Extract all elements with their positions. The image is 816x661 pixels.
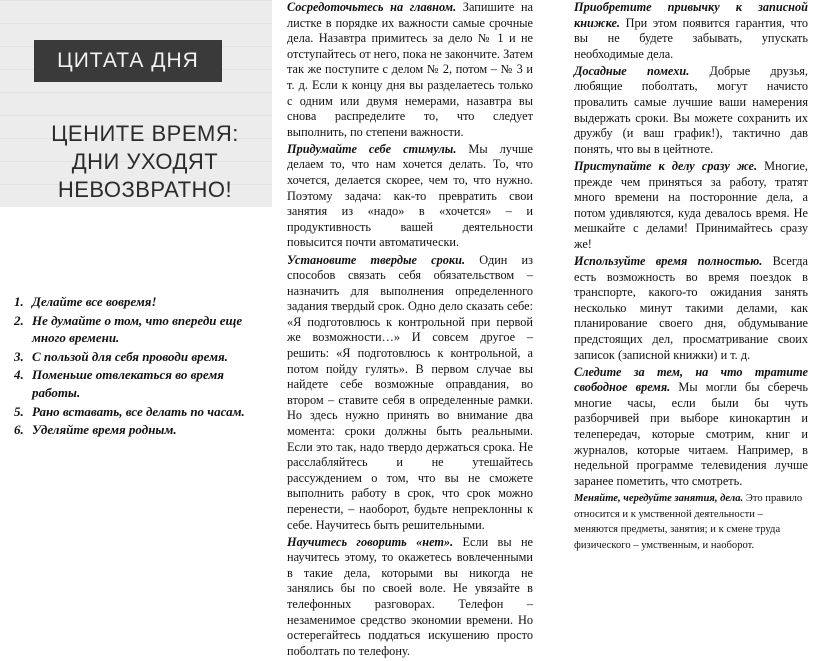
paragraph-heading: Досадные помехи.	[574, 63, 690, 78]
paragraph-body: Мы могли бы сберечь многие часы, если были бы чуть разборчивей при выборе кинокартин и телепередач, которые смотрим, книг и журналов, которые читаем. Например, в недельной программе телевидения лучше заранее пометить, что смотреть.	[574, 380, 808, 488]
tip-item	[6, 312, 268, 347]
tip-number: 4.	[14, 367, 24, 383]
middle-column	[287, 0, 533, 661]
paragraph-body: Это правило относится и к умственной деятельности – меняются предметы, занятия; и к смене труда физического – умственным, и наоборот.	[574, 492, 803, 551]
paragraph	[574, 64, 808, 158]
tip-number: 1.	[14, 294, 24, 309]
tip-item	[6, 293, 268, 311]
paragraph-heading: Приобретите привычку к записной книжке.	[574, 0, 808, 30]
tip-text: Не думайте о том, что впереди еще много времени.	[32, 312, 243, 346]
paragraph-body: Если вы не научитесь этому, то окажетесь вовлеченными в такие дела, которыми вы никогда не занялись бы по своей воле. Не увязайте в телефонных разговорах. Телефон – незаменимое средство экономии времени. Но остерегайтесь поддаться искушению просто поболтать по телефону.	[287, 534, 533, 658]
tip-item	[6, 421, 268, 439]
tip-text: Рано вставать, все делать по часам.	[32, 403, 245, 419]
tip-text: С пользой для себя проводи время.	[32, 348, 228, 364]
paragraph-body: Многие, прежде чем приняться за работу, тратят много времени на посторонние дела, а потом удивляются, куда девалось время. Не мешкайте с делами! Принимайтесь сразу же!	[574, 158, 808, 251]
tip-text: Делайте все вовремя!	[32, 294, 157, 309]
paragraph-last	[574, 491, 808, 553]
paragraph-heading: Следите за тем, на что тратите свободное время.	[574, 364, 808, 395]
paragraph	[574, 254, 808, 363]
tip-number: 6.	[14, 422, 24, 438]
paragraph-heading: Меняйте, чередуйте занятия, дела.	[574, 492, 744, 504]
tip-item	[6, 366, 268, 401]
paragraph	[287, 0, 533, 140]
tip-item	[6, 403, 268, 421]
paragraph	[574, 0, 808, 62]
poster-quote	[20, 120, 270, 204]
paragraph-body: Добрые друзья, любящие поболтать, могут начисто провалить самые лучшие ваши намерения выдержать сроки. Вы можете сохранить их дружбу (и ваш график!), тактично дав понять, что вы в цейтноте.	[574, 63, 808, 156]
tip-number: 3.	[14, 348, 24, 364]
paragraph-body: Всегда есть возможность во время поездок в транспорте, какого-то ожидания занять несколько минут такими делами, как планирование своего дня, обдумывание предстоящих дел, просматривание своих записок (записной книжки) и т. д.	[574, 254, 808, 362]
tip-text: Уделяйте время родным.	[32, 422, 177, 438]
paragraph-heading: Используйте время полностью.	[574, 254, 763, 268]
tips-list	[6, 293, 268, 440]
paragraph-heading: Научитесь говорить «нет».	[287, 534, 454, 549]
tip-number: 2.	[14, 312, 24, 328]
paragraph-heading: Сосредоточьтесь на главном.	[287, 0, 457, 14]
paragraph	[574, 159, 808, 253]
poster-banner	[34, 40, 222, 82]
tip-item	[6, 348, 268, 366]
paragraph	[574, 365, 808, 490]
tip-text: Поменьше отвлекаться во время работы.	[32, 367, 224, 400]
paragraph	[287, 535, 533, 660]
paragraph-heading: Придумайте себе стимулы.	[287, 141, 457, 156]
poster-quote-line: ДНИ УХОДЯТ	[71, 149, 219, 174]
paragraph-body: Один из способов связать себя обязательством – назначить для выполнения определенного задания твердый срок. Одно дело сказать себе: «Я подготовлюсь к контрольной при первой же возможности…» И совсем другое – решить: «Я подготовлюсь к контрольной, а потом пойду гулять». В первом случае вы найдете себе возможные оправдания, во втором – ставите себя в определенные рамки. Но здесь нужно принять во внимание два момента: сроки должны быть реальными. Если это так, надо твердо держаться срока. Не расслабляйтесь и не утешайтесь рассуждением о том, что вы не сможете выполнить работу в срок, что срок можно перенести, – наоборот, будьте непреклонны к себе. Научитесь быть решительными.	[287, 252, 533, 532]
paragraph	[287, 253, 533, 534]
paragraph-body: Мы лучше делаем то, что нам хочется делать. То, что хочется, делается скорее, чем то, что нужно. Поэтому задача: как-то превратить свои занятия из «надо» в «хочется» – и продуктивность вашей деятельности повысится почти автоматически.	[287, 141, 533, 250]
paragraph-body: При этом появится гарантия, что вы не будете забывать, упускать необходимые дела.	[574, 15, 808, 61]
right-column	[574, 0, 808, 555]
poster-quote-line: НЕВОЗВРАТНО!	[57, 177, 233, 202]
paragraph-heading: Приступайте к делу сразу же.	[574, 158, 758, 173]
paragraph-body: Запишите на листке в порядке их важности самые срочные дела. Назавтра примитесь за дело № 1 и не отступайтесь от него, пока не закончите. Затем так же поступите с делом № 2, потом – № 3 и т. д. Если к концу дня вы разделаетесь только с одним или двумя немерами, назавтра вы снова распределите то, что следует выполнить, по степени важности.	[287, 0, 533, 139]
poster-banner-text: ЦИТАТА ДНЯ	[57, 49, 199, 72]
paragraph	[287, 142, 533, 251]
tip-number: 5.	[14, 403, 24, 419]
quote-poster-image	[0, 0, 272, 207]
paragraph-heading: Установите твердые сроки.	[287, 252, 466, 267]
poster-quote-line: ЦЕНИТЕ ВРЕМЯ:	[51, 121, 239, 146]
